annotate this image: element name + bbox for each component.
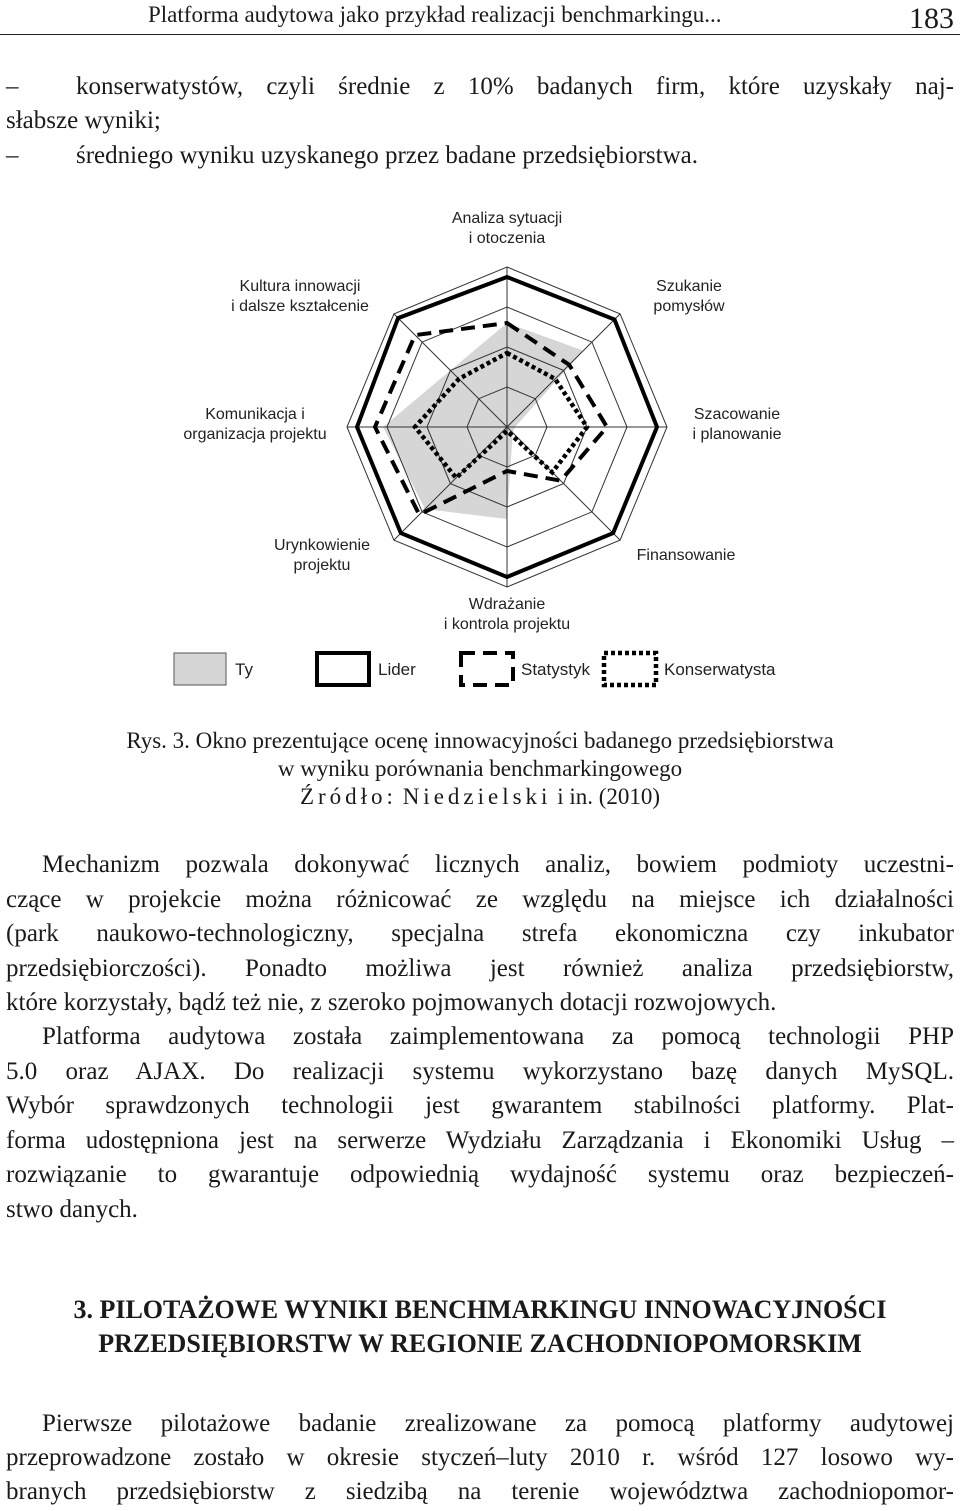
paragraph-line: Wybór sprawdzonych technologii jest gwarantem stabilności platformy. Plat- — [6, 1092, 954, 1119]
legend-konserwatysta-label: Konserwatysta — [664, 660, 776, 679]
running-title: Platforma audytowa jako przykład realizacji benchmarkingu... — [148, 2, 722, 27]
axis-label: pomysłów — [653, 298, 725, 315]
list-item — [6, 70, 954, 104]
list-dash: – — [6, 73, 19, 100]
page-header — [0, 0, 960, 35]
paragraph-line: 5.0 oraz AJAX. Do realizacji systemu wykorzystano bazę danych MySQL. — [6, 1058, 954, 1085]
axis-label: Komunikacja i — [205, 406, 305, 423]
legend-konserwatysta-swatch — [604, 653, 656, 685]
paragraph-line: branych przedsiębiorstw z siedzibą na terenie województwa zachodniopomor- — [6, 1478, 954, 1505]
axis-label: Kultura innowacji — [239, 278, 361, 295]
legend-lider-label: Lider — [378, 660, 416, 679]
paragraph-line: forma udostępniona jest na serwerze Wydziału Zarządzania i Ekonomiki Usług – — [6, 1127, 954, 1154]
legend-lider-swatch — [317, 653, 369, 685]
axis-label: Urynkowienie — [273, 537, 371, 554]
list-dash: – — [6, 142, 19, 169]
paragraph-line: przedsiębiorczości). Ponadto możliwa jest również analiza przedsiębiorstw, — [6, 955, 954, 982]
axis-label: i dalsze kształcenie — [231, 298, 369, 315]
paragraph-line: Mechanizm pozwala dokonywać licznych analiz, bowiem podmioty uczestni- — [42, 851, 954, 878]
axis-label: Wdrażanie — [468, 596, 546, 613]
list-item-text: średniego wyniku uzyskanego przez badane przedsiębiorstwa. — [76, 142, 698, 169]
paragraph-line: (park naukowo-technologiczny, specjalna strefa ekonomiczna czy inkubator — [6, 920, 954, 947]
paragraph-line: rozwiązanie to gwarantuje odpowiednią wydajność systemu oraz bezpieczeń- — [6, 1161, 954, 1188]
source-author: Niedzielski — [402, 784, 552, 809]
legend-statystyk-swatch — [461, 653, 513, 685]
axis-label: Szukanie — [656, 278, 722, 295]
list-item-continuation: słabsze wyniki; — [6, 107, 161, 134]
axis-label: Szacowanie — [693, 406, 781, 423]
source-label: Źródło: — [299, 784, 397, 809]
paragraph-line: które korzystały, bądź też nie, z szeroko pojmowanych dotacji rozwojowych. — [6, 989, 777, 1016]
axis-label: i planowanie — [692, 426, 782, 443]
radar-chart — [0, 195, 960, 695]
source-rest: i in. (2010) — [557, 784, 661, 809]
paragraph-line: Platforma audytowa została zaimplementowana za pomocą technologii PHP — [42, 1023, 954, 1050]
axis-label: organizacja projektu — [183, 426, 327, 443]
figure-caption: Rys. 3. Okno prezentujące ocenę innowacyjności badanego przedsiębiorstwa — [126, 728, 834, 753]
legend-ty-swatch — [174, 653, 226, 685]
axis-label: projektu — [293, 557, 351, 574]
figure-caption-line2: w wyniku porównania benchmarkingowego — [277, 756, 683, 781]
axis-label: Analiza sytuacji — [451, 210, 563, 227]
list-item — [6, 139, 954, 173]
paragraph-line: stwo danych. — [6, 1196, 138, 1223]
list-item-text: konserwatystów, czyli średnie z 10% badanych firm, które uzyskały naj- — [76, 73, 954, 100]
figure-source — [0, 783, 960, 811]
section-heading: 3. PILOTAŻOWE WYNIKI BENCHMARKINGU INNOWACYJNOŚCI — [73, 1295, 887, 1324]
section-heading-line2: PRZEDSIĘBIORSTW W REGIONIE ZACHODNIOPOMORSKIM — [98, 1329, 862, 1358]
legend-ty-label: Ty — [235, 660, 253, 679]
legend-statystyk-label: Statystyk — [521, 660, 590, 679]
paragraph-line: czące w projekcie można różnicować ze względu na miejsce ich działalności — [6, 886, 954, 913]
axis-label: i kontrola projektu — [443, 616, 571, 633]
paragraph-line: Pierwsze pilotażowe badanie zrealizowane za pomocą platformy audytowej — [42, 1410, 954, 1437]
axis-label: Finansowanie — [636, 547, 736, 564]
paragraph-line: przeprowadzone zostało w okresie styczeń–luty 2010 r. wśród 127 losowo wy- — [6, 1444, 954, 1471]
page-number: 183 — [909, 2, 954, 35]
axis-label: i otoczenia — [468, 230, 546, 247]
